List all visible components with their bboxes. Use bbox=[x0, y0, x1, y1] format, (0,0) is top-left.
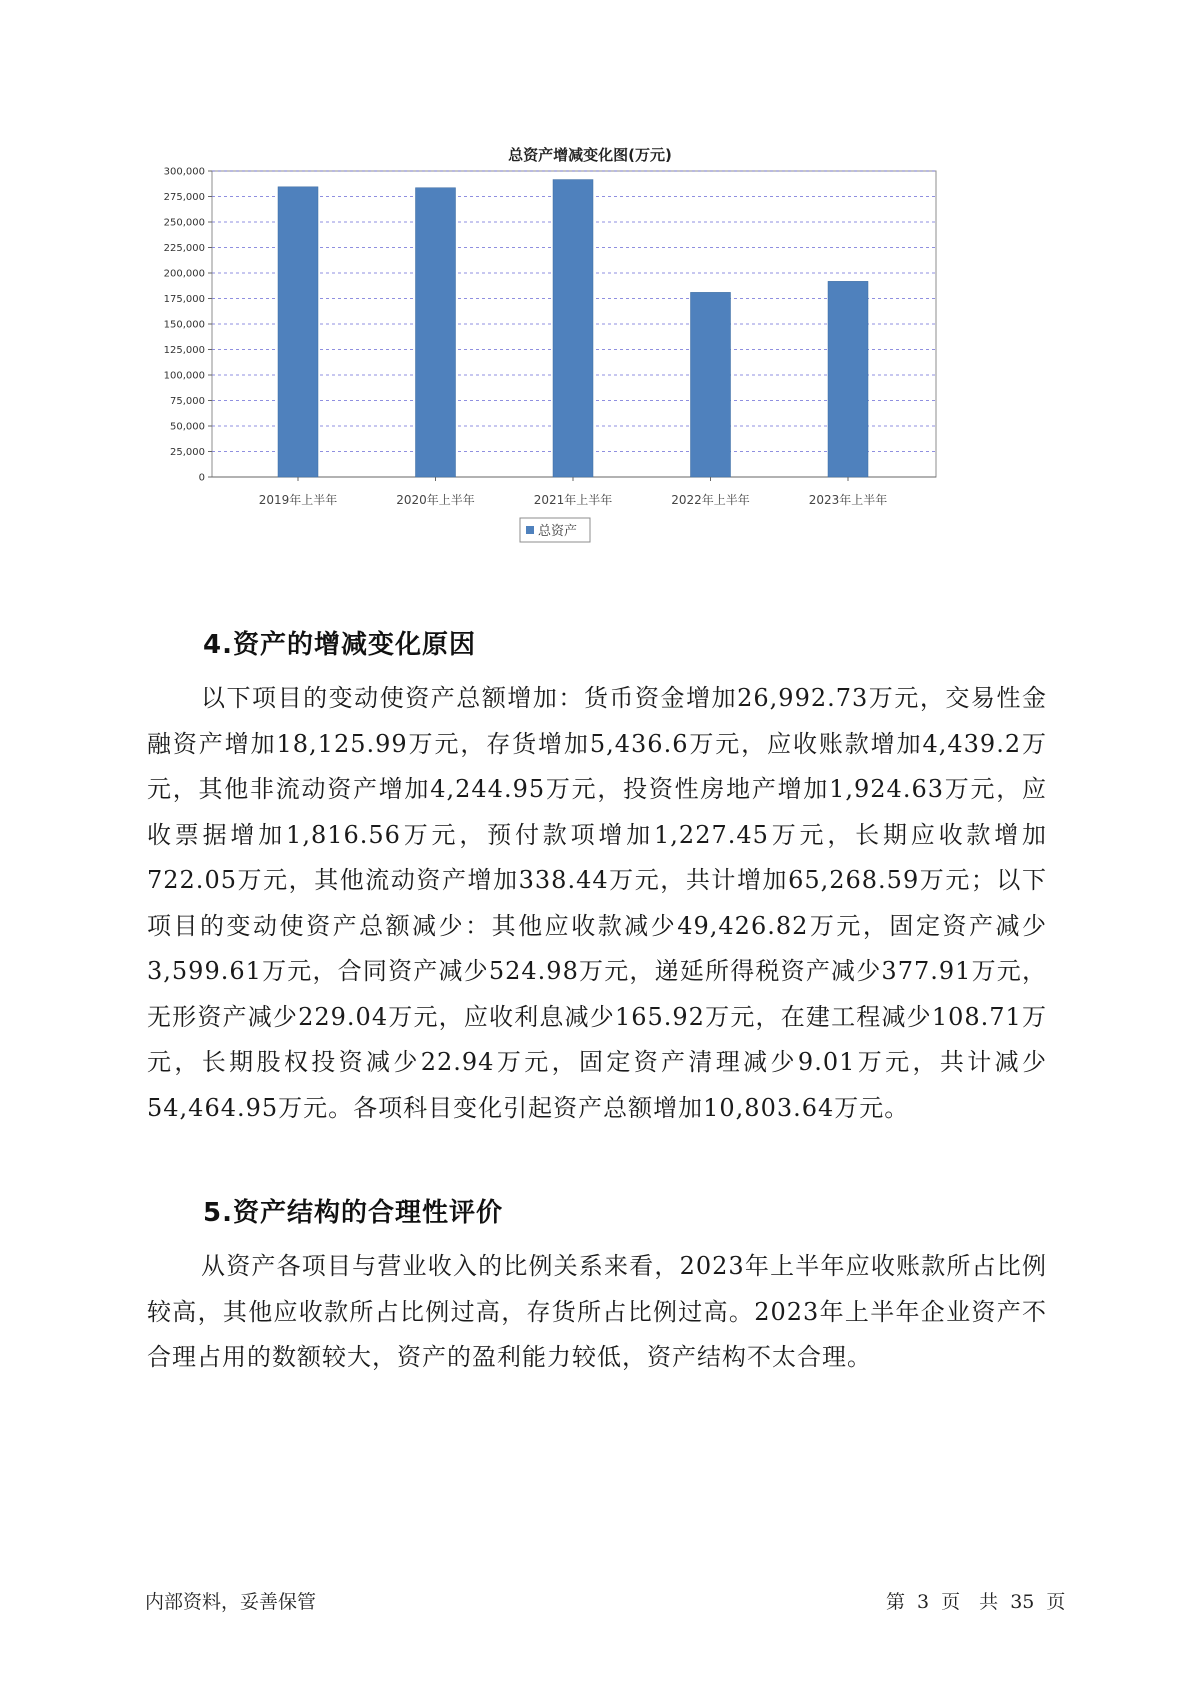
y-tick-label: 200,000 bbox=[163, 268, 205, 280]
section-4-paragraph: 以下项目的变动使资产总额增加：货币资金增加26,992.73万元，交易性金融资产增加18,125.99万元，存货增加5,436.6万元，应收账款增加4,439.2万元，其他非流动资产增加4,244.95万元，投资性房地产增加1,924.63万元，应收票据增加1,816.56万元，预付款项增加1,227.45万元，长期应收款增加722.05万元，其他流动资产增加338.44万元，共计增加65,268.59万元；以下项目的变动使资产总额减少：其他应收款减少49,426.82万元，固定资产减少3,599.61万元，合同资产减少524.98万元，递延所得税资产减少377.91万元，无形资产减少229.04万元，应收利息减少165.92万元，在建工程减少108.71万元，长期股权投资减少22.94万元，固定资产清理减少9.01万元，共计减少54,464.95万元。各项科目变化引起资产总额增加10,803.64万元。 bbox=[147, 684, 1047, 1122]
total-assets-chart bbox=[150, 130, 1030, 600]
y-tick-label: 100,000 bbox=[163, 370, 205, 382]
legend-label: 总资产 bbox=[538, 524, 578, 539]
y-tick-label: 50,000 bbox=[170, 421, 205, 433]
y-tick-label: 125,000 bbox=[163, 345, 205, 356]
y-tick-label: 0 bbox=[198, 472, 205, 484]
y-tick-label: 75,000 bbox=[170, 396, 205, 407]
y-tick-label: 175,000 bbox=[163, 294, 205, 305]
y-tick-label: 150,000 bbox=[163, 319, 205, 331]
section-5-paragraph: 从资产各项目与营业收入的比例关系来看，2023年上半年应收账款所占比例较高，其他应收款所占比例过高，存货所占比例过高。2023年上半年企业资产不合理占用的数额较大，资产的盈利能力较低，资产结构不太合理。 bbox=[147, 1252, 1047, 1371]
section-4-heading: 4.资产的增减变化原因 bbox=[203, 630, 476, 660]
y-tick-label: 250,000 bbox=[163, 217, 205, 229]
x-tick-label: 2021年上半年 bbox=[533, 493, 613, 507]
y-tick-label: 25,000 bbox=[170, 447, 205, 458]
chart-title: 总资产增减变化图(万元) bbox=[508, 146, 672, 164]
x-tick-label: 2020年上半年 bbox=[396, 493, 475, 507]
x-tick-label: 2022年上半年 bbox=[671, 493, 750, 507]
chart-svg bbox=[150, 130, 1030, 600]
x-tick-label: 2023年上半年 bbox=[808, 493, 888, 507]
y-tick-label: 300,000 bbox=[163, 166, 205, 178]
bar-2 bbox=[416, 188, 456, 477]
bar-1 bbox=[278, 187, 318, 477]
footer-confidential-note: 内部资料，妥善保管 bbox=[145, 1591, 317, 1613]
footer-page-number: 第 3 页 共 35 页 bbox=[886, 1591, 1066, 1613]
x-tick-label: 2019年上半年 bbox=[258, 493, 338, 507]
bar-5 bbox=[828, 281, 868, 477]
bar-3 bbox=[553, 180, 593, 477]
legend-swatch bbox=[526, 526, 534, 534]
y-tick-label: 275,000 bbox=[163, 192, 205, 203]
y-tick-label: 225,000 bbox=[163, 243, 205, 254]
bar-4 bbox=[691, 292, 731, 477]
section-5-heading: 5.资产结构的合理性评价 bbox=[203, 1198, 503, 1228]
